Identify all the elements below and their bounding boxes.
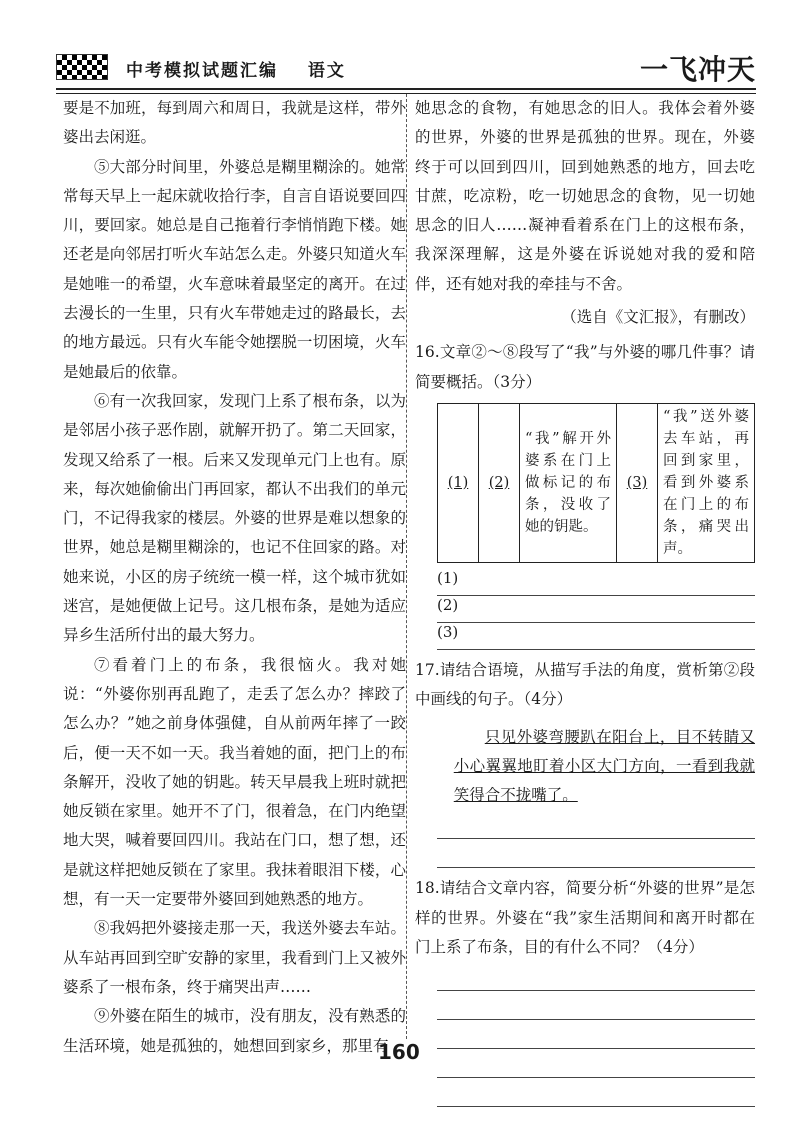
paragraph-9-continued: 她思念的食物，有她思念的旧人。我体会着外婆的世界，外婆的世界是孤独的世界。现在，外婆终于可以回到四川，回到她熟悉的地方，回去吃甘蔗，吃凉粉，吃一切她思念的食物，见一切她思念的旧人……凝神看着系在门上的这根布条，我深深理解，这是外婆在诉说她对我的爱和陪伴，还有她对我的牵挂与不舍。 bbox=[415, 99, 755, 293]
answer-line[interactable] bbox=[437, 1078, 755, 1107]
paragraph-continued: 要是不加班，每到周六和周日，我就是这样，带外婆出去闲逛。 bbox=[63, 99, 406, 147]
underlined-quote: 只见外婆弯腰趴在阳台上，目不转睛又小心翼翼地盯着小区大门方向，一看到我就笑得合不拢嘴了。 bbox=[453, 727, 755, 805]
answer-label: (1) bbox=[437, 568, 459, 587]
header-title bbox=[126, 56, 346, 81]
column-divider bbox=[406, 94, 407, 1039]
answer-label: (3) bbox=[437, 622, 459, 641]
table-cell-event-2: “我”解开外婆系在门上做标记的布条，没收了她的钥匙。 bbox=[520, 403, 617, 562]
right-column bbox=[415, 94, 755, 1107]
book-title: 中考模拟试题汇编 bbox=[126, 61, 278, 81]
brand-logo: 一飞冲天 bbox=[639, 53, 756, 86]
answer-line[interactable] bbox=[437, 991, 755, 1020]
answer-line[interactable] bbox=[437, 596, 755, 623]
paragraph-5: ⑤大部分时间里，外婆总是糊里糊涂的。她常常每天早上一起床就收拾行李，自言自语说要回四川，要回家。她总是自己拖着行李悄悄跑下楼。她还老是向邻居打听火车站怎么走。外婆只知道火车是她唯一的希望，火车意味着最坚定的离开。在过去漫长的一生里，只有火车带她走过的路最长，去的地方最远。只有火车能令她摆脱一切困境，火车是她最后的依靠。 bbox=[63, 157, 406, 381]
page-number: 160 bbox=[378, 1040, 420, 1064]
table-cell-2: (2) bbox=[479, 403, 520, 562]
paragraph-7: ⑦看着门上的布条，我很恼火。我对她说：“外婆你别再乱跑了，走丢了怎么办？摔跤了怎么办？”她之前身体强健，自从前两年摔了一跤后，便一天不如一天。我当着她的面，把门上的布条解开，没收了她的钥匙。转天早晨我上班时就把她反锁在家里。她开不了门，很着急，在门内绝望地大哭，喊着要回四川。我站在门口，想了想，还是就这样把她反锁在了家里。我抹着眼泪下楼，心想，有一天一定要带外婆回到她熟悉的地方。 bbox=[63, 655, 406, 909]
events-table bbox=[437, 403, 755, 563]
question-17: 17.请结合语境，从描写手法的角度，赏析第②段中画线的句子。（4分） bbox=[415, 660, 755, 709]
answer-label: (2) bbox=[437, 595, 459, 614]
answer-line[interactable] bbox=[437, 839, 755, 868]
answer-line[interactable] bbox=[437, 1020, 755, 1049]
paragraph-8: ⑧我妈把外婆接走那一天，我送外婆去车站。从车站再回到空旷安静的家里，我看到门上又被外婆系了一根布条，终于痛哭出声…… bbox=[63, 919, 406, 996]
table-cell-event-3: “我”送外婆去车站，再回到家里，看到外婆系在门上的布条，痛哭出声。 bbox=[658, 403, 755, 562]
question-18: 18.请结合文章内容，简要分析“外婆的世界”是怎样的世界。外婆在“我”家生活期间和离开时都在门上系了布条，目的有什么不同？（4分） bbox=[415, 879, 755, 957]
answer-line[interactable] bbox=[437, 569, 755, 596]
table-cell-1: (1) bbox=[438, 403, 479, 562]
answer-line[interactable] bbox=[437, 1049, 755, 1078]
subject-label: 语文 bbox=[307, 61, 346, 81]
answer-line[interactable] bbox=[437, 623, 755, 650]
paragraph-9: ⑨外婆在陌生的城市，没有朋友，没有熟悉的生活环境，她是孤独的，她想回到家乡，那里有 bbox=[63, 1007, 406, 1055]
page-header bbox=[56, 46, 756, 88]
table-cell-3: (3) bbox=[617, 403, 658, 562]
answer-line[interactable] bbox=[437, 962, 755, 991]
question-16: 16.文章②～⑧段写了“我”与外婆的哪几件事？请简要概括。（3分） bbox=[415, 343, 755, 391]
checker-logo-icon bbox=[56, 54, 108, 80]
answer-line[interactable] bbox=[437, 810, 755, 839]
source-citation: （选自《文汇报》，有删改） bbox=[561, 308, 755, 327]
paragraph-6: ⑥有一次我回家，发现门上系了根布条，以为是邻居小孩子恶作剧，就解开扔了。第二天回家，发现又给系了一根。后来又发现单元门上也有。原来，每次她偷偷出门再回家，都认不出我们的单元门，不记得我家的楼层。外婆的世界是难以想象的世界，她总是糊里糊涂的，也记不住回家的路。对她来说，小区的房子统统一模一样，这个城市犹如迷宫，是她便做上记号。这几根布条，是她为适应异乡生活所付出的最大努力。 bbox=[63, 391, 406, 645]
left-column bbox=[63, 94, 406, 1061]
